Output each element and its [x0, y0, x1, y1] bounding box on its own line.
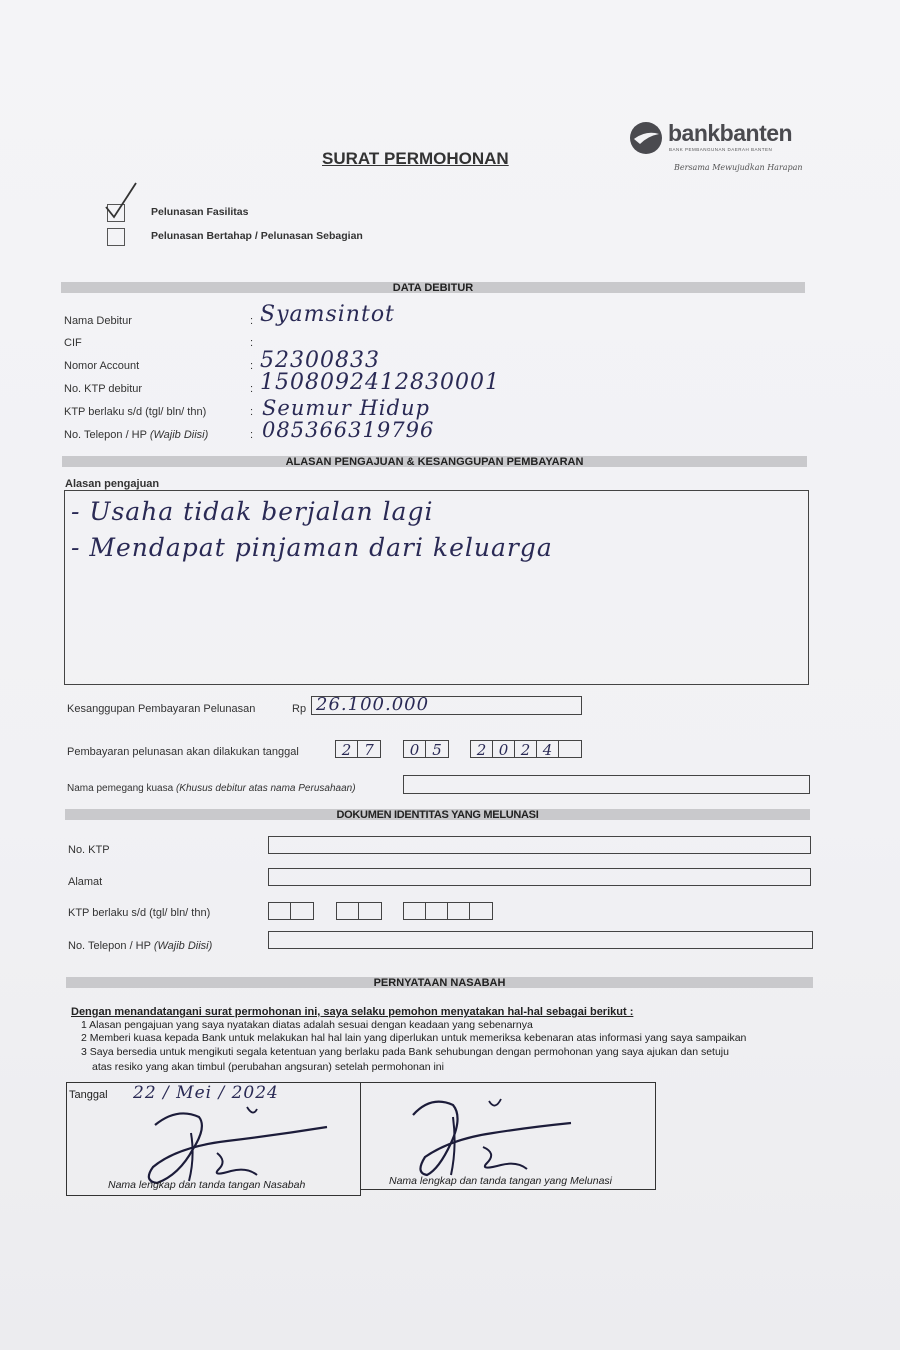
- pernyataan-item-2: 2 Memberi kuasa kepada Bank untuk melakukan hal hal lain yang diperlukan untuk memeriksa kebenaran atas informasi yang saya sampaikan: [81, 1032, 747, 1044]
- field-value-account[interactable]: 52300833: [260, 348, 380, 373]
- tanggal-month-boxes[interactable]: [403, 740, 449, 758]
- dok-ktp-label: No. KTP: [68, 844, 110, 856]
- field-colon: :: [250, 315, 254, 327]
- kesanggupan-label: Kesanggupan Pembayaran Pelunasan: [67, 703, 256, 715]
- bank-tagline: Bersama Mewujudkan Harapan: [674, 163, 803, 172]
- field-colon: :: [250, 429, 254, 441]
- dok-telepon-label: [68, 940, 212, 952]
- signature-melunasi-icon: [401, 1087, 641, 1177]
- field-label-account: Nomor Account: [64, 360, 140, 372]
- dok-telepon-text: No. Telepon / HP: [68, 940, 151, 952]
- kesanggupan-amount-value: 26.100.000: [316, 694, 430, 715]
- kuasa-label-note: (Khusus debitur atas nama Perusahaan): [175, 783, 356, 794]
- field-colon: :: [250, 383, 254, 395]
- dok-telepon-field[interactable]: [268, 931, 813, 949]
- alasan-label: Alasan pengajuan: [65, 478, 160, 490]
- kuasa-label-text: Nama pemegang kuasa: [67, 783, 174, 794]
- signature-nasabah-icon: [107, 1097, 347, 1187]
- option-label-bertahap: Pelunasan Bertahap / Pelunasan Sebagian: [151, 230, 363, 242]
- field-label-ktp-berlaku: KTP berlaku s/d (tgl/ bln/ thn): [64, 406, 207, 418]
- section-dokumen: DOKUMEN IDENTITAS YANG MELUNASI: [65, 809, 810, 820]
- telepon-label-note: (Wajib Diisi): [149, 429, 209, 441]
- field-value-ktp-berlaku[interactable]: Seumur Hidup: [262, 396, 430, 420]
- section-pernyataan: PERNYATAAN NASABAH: [66, 977, 813, 988]
- tanggal-day-boxes[interactable]: [335, 740, 381, 758]
- tanggal-year-boxes[interactable]: [470, 740, 582, 758]
- telepon-label-text: No. Telepon / HP: [64, 429, 147, 441]
- signature-box-melunasi[interactable]: [360, 1082, 656, 1190]
- day-digit: 2: [336, 741, 358, 757]
- pernyataan-item-3: 3 Saya bersedia untuk mengikuti segala ketentuan yang berlaku pada Bank sehubungan dengan permohonan yang saya ajukan dan setuju: [81, 1046, 729, 1058]
- bank-logo: [628, 118, 803, 178]
- signature-box-nasabah[interactable]: [66, 1082, 361, 1196]
- check-mark-icon: [102, 181, 142, 221]
- dok-telepon-note: (Wajib Diisi): [153, 940, 213, 952]
- kesanggupan-amount-field[interactable]: [311, 696, 582, 715]
- alasan-line-2: - Mendapat pinjaman dari keluarga: [71, 533, 553, 562]
- pernyataan-item-1: 1 Alasan pengajuan yang saya nyatakan diatas adalah sesuai dengan keadaan yang sebenarnya: [81, 1019, 533, 1031]
- month-digit: 0: [404, 741, 426, 757]
- month-digit: 5: [432, 741, 442, 759]
- field-label-telepon: [64, 429, 208, 441]
- pernyataan-item-3-cont: atas resiko yang akan timbul (perubahan angsuran) setelah permohonan ini: [92, 1061, 444, 1073]
- signature-caption-melunasi: Nama lengkap dan tanda tangan yang Melunasi: [389, 1175, 612, 1187]
- tanggal-pelunasan-label: Pembayaran pelunasan akan dilakukan tanggal: [67, 746, 299, 758]
- field-label-nama: Nama Debitur: [64, 315, 132, 327]
- alasan-textarea[interactable]: [64, 490, 809, 685]
- dok-ktp-field[interactable]: [268, 836, 811, 854]
- year-digit: 2: [515, 741, 537, 757]
- bank-subtitle: BANK PEMBANGUNAN DAERAH BANTEN: [669, 147, 773, 152]
- form-title: SURAT PERMOHONAN: [322, 149, 509, 168]
- section-alasan: ALASAN PENGAJUAN & KESANGGUPAN PEMBAYARAN: [62, 456, 807, 467]
- pernyataan-heading: Dengan menandatangani surat permohonan ini, saya selaku pemohon menyatakan hal-hal sebagai berikut :: [71, 1006, 634, 1018]
- day-digit: 7: [364, 741, 374, 759]
- dok-berlaku-month-boxes[interactable]: [336, 902, 382, 920]
- bank-logo-icon: [628, 120, 664, 156]
- year-digit: 4: [537, 741, 559, 757]
- tanggal-value: 22 / Mei / 2024: [133, 1083, 279, 1103]
- dok-berlaku-label: KTP berlaku s/d (tgl/ bln/ thn): [68, 907, 211, 919]
- field-label-ktp: No. KTP debitur: [64, 383, 143, 395]
- kuasa-field[interactable]: [403, 775, 810, 794]
- year-digit: 2: [471, 741, 493, 757]
- dok-alamat-field[interactable]: [268, 868, 811, 886]
- dok-alamat-label: Alamat: [68, 876, 103, 888]
- currency-label: Rp: [292, 703, 307, 715]
- alasan-line-1: - Usaha tidak berjalan lagi: [71, 497, 434, 526]
- field-value-ktp[interactable]: 1508092412830001: [260, 370, 500, 395]
- checkbox-pelunasan-bertahap[interactable]: [107, 228, 125, 246]
- year-digit: [559, 741, 581, 757]
- bank-name: bankbanten: [668, 120, 793, 146]
- field-colon: :: [250, 337, 254, 349]
- dok-berlaku-day-boxes[interactable]: [268, 902, 314, 920]
- field-label-cif: CIF: [64, 337, 82, 349]
- field-colon: :: [250, 360, 254, 372]
- field-colon: :: [250, 406, 254, 418]
- field-value-telepon[interactable]: 085366319796: [262, 418, 435, 442]
- dok-berlaku-year-boxes[interactable]: [403, 902, 493, 920]
- option-label-fasilitas: Pelunasan Fasilitas: [151, 206, 249, 218]
- field-value-nama[interactable]: Syamsintot: [260, 302, 395, 327]
- kuasa-label: [67, 783, 356, 794]
- section-data-debitur: DATA DEBITUR: [61, 282, 805, 293]
- year-digit: 0: [493, 741, 515, 757]
- tanggal-label: Tanggal: [69, 1089, 108, 1101]
- signature-caption-nasabah: Nama lengkap dan tanda tangan Nasabah: [108, 1179, 306, 1191]
